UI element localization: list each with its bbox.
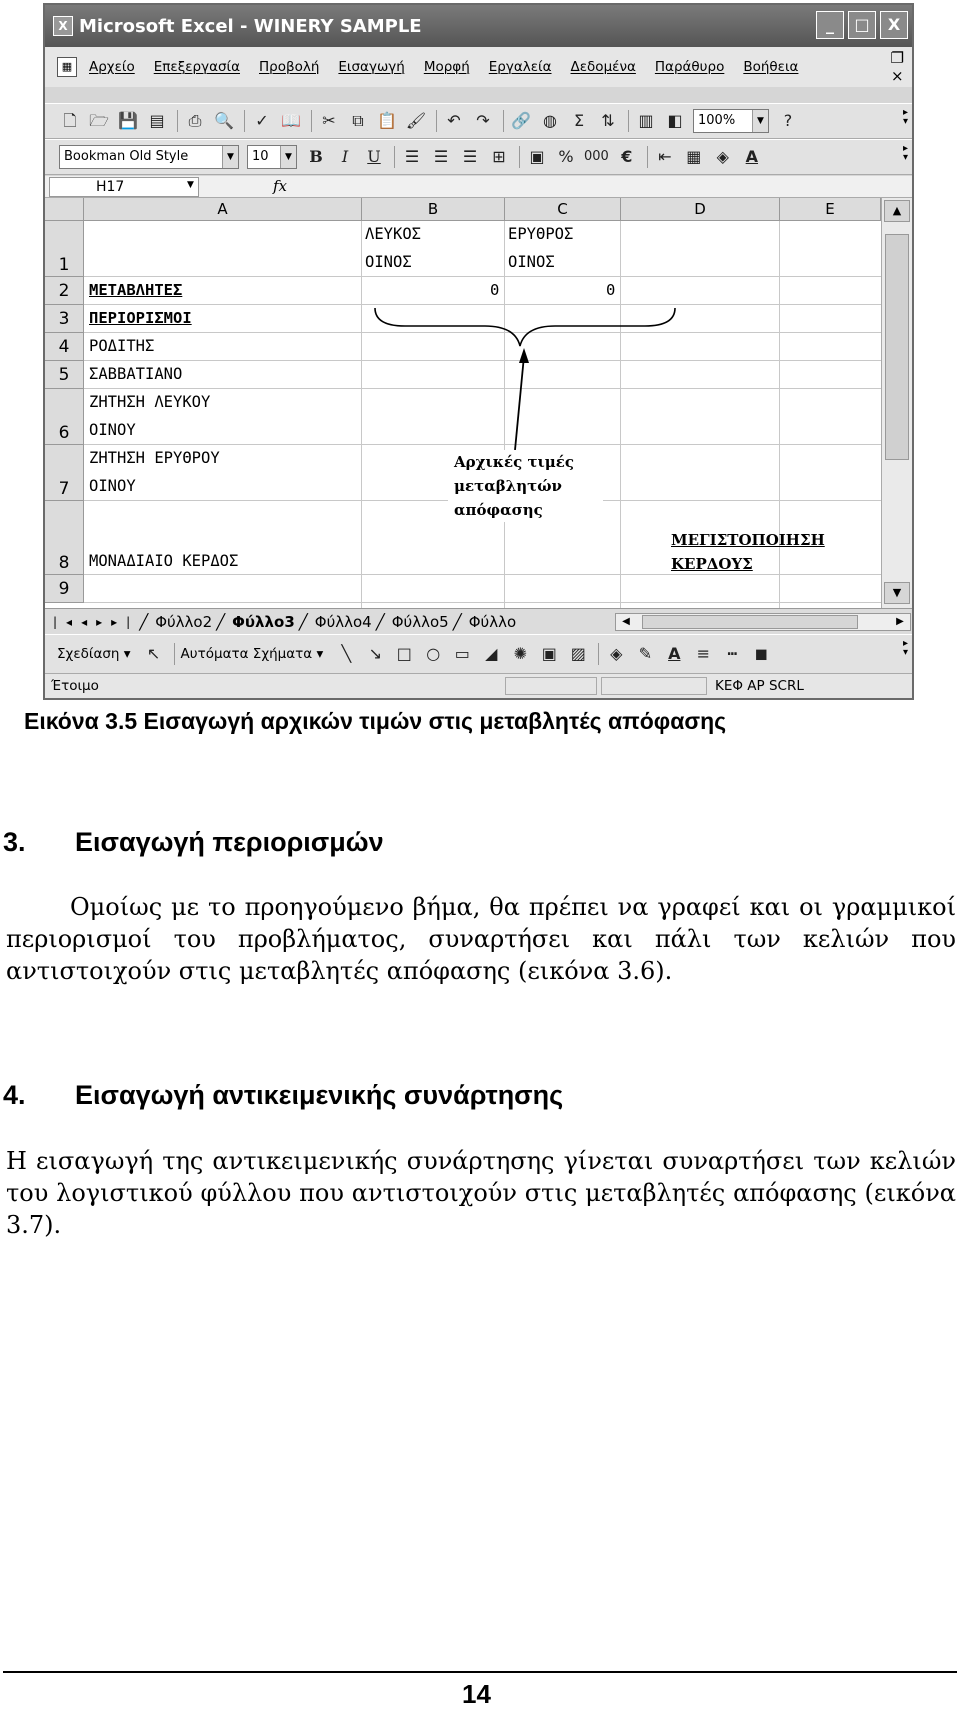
tab-sheet3[interactable]: ╱ Φύλλο3	[220, 613, 299, 631]
name-box[interactable]: H17	[49, 177, 199, 197]
oval-icon[interactable]: ○	[426, 644, 441, 663]
callout-line: απόφασης	[454, 501, 543, 519]
cell-a2[interactable]: ΜΕΤΑΒΛΗΤΕΣ	[89, 281, 183, 299]
row-header-8[interactable]: 8	[45, 501, 84, 575]
sort-ascending-icon[interactable]: ⇅	[601, 111, 615, 130]
section-3-number: 3.	[3, 827, 26, 857]
cell-d8-line2: ΚΕΡΔΟΥΣ	[671, 555, 753, 573]
row-header-1[interactable]: 1	[45, 221, 84, 277]
redo-icon[interactable]: ↷	[476, 111, 490, 130]
chevron-down-icon[interactable]: ▼	[752, 110, 768, 132]
section-4-heading	[3, 1080, 563, 1111]
menu-bar	[45, 47, 912, 87]
drawing-toolbar	[45, 634, 912, 674]
toolbar-separator	[177, 110, 178, 132]
arrow-icon[interactable]: ↘	[368, 644, 382, 663]
font-color-icon[interactable]: A	[668, 644, 681, 663]
toolbar-separator	[628, 110, 629, 132]
toolbar-options-icon[interactable]: ▸ ▾	[902, 638, 908, 658]
section-3-paragraph: Ομοίως με το προηγούμενο βήμα, θα πρέπει να γραφεί και οι γραμμικοί περιορισμοί του προβλήματος, συναρτήσει και πάλι των κελιών που αντιστοιχούν στις μεταβλητές απόφασης (εικόνα 3.6).	[6, 893, 956, 985]
column-header-e[interactable]: E	[780, 198, 881, 221]
print-preview-icon[interactable]: 🔍	[214, 111, 234, 130]
section-4-title: Εισαγωγή αντικειμενικής συνάρτησης	[75, 1080, 564, 1110]
permission-icon[interactable]: ▤	[149, 111, 165, 130]
cell-a6-line2[interactable]: ΟΙΝΟΥ	[89, 421, 136, 439]
excel-window	[43, 3, 914, 700]
menu-file[interactable]: Αρχείο	[89, 59, 135, 75]
clip-art-icon[interactable]: ▣	[541, 644, 557, 663]
scroll-down-icon[interactable]: ▼	[884, 582, 910, 604]
help-icon[interactable]: ?	[783, 111, 793, 130]
column-header-b[interactable]: B	[362, 198, 505, 221]
text-box-icon[interactable]: ▭	[454, 644, 470, 663]
column-header-c[interactable]: C	[505, 198, 621, 221]
line-style-icon[interactable]: ≡	[696, 644, 710, 663]
align-left-icon[interactable]: ☰	[404, 147, 420, 166]
underline-button[interactable]: U	[367, 147, 381, 166]
restore-workbook-icon[interactable]: ❐	[890, 49, 904, 67]
drawing-icon[interactable]: ◧	[667, 111, 683, 130]
tab-sheet4[interactable]: ╱ Φύλλο4	[303, 613, 376, 631]
draw-menu-button[interactable]: Σχεδίαση ▾	[57, 646, 131, 662]
cell-b1-line2[interactable]: ΟΙΝΟΣ	[365, 253, 412, 271]
chart-wizard-icon[interactable]: ▥	[638, 111, 654, 130]
decrease-indent-icon[interactable]: ⇤	[658, 147, 672, 166]
zoom-value: 100%	[698, 113, 736, 128]
row-header-9[interactable]: 9	[45, 575, 84, 603]
toolbar-separator	[598, 643, 599, 665]
toolbar-separator	[311, 110, 312, 132]
menu-format[interactable]: Μορφή	[423, 59, 470, 75]
maximize-profit-label[interactable]	[671, 528, 825, 576]
scroll-up-icon[interactable]: ▲	[884, 200, 910, 222]
open-folder-icon[interactable]: 🗁	[89, 111, 109, 130]
cell-a5[interactable]: ΣΑΒΒΑΤΙΑΝΟ	[89, 365, 183, 383]
font-name-value: Bookman Old Style	[64, 149, 189, 164]
toolbar-separator	[244, 110, 245, 132]
align-right-icon[interactable]: ☰	[462, 147, 478, 166]
vertical-scrollbar[interactable]	[881, 198, 912, 608]
wordart-icon[interactable]: ◢	[485, 644, 498, 663]
zoom-select[interactable]	[693, 109, 769, 133]
cell-a7-line2[interactable]: ΟΙΝΟΥ	[89, 477, 136, 495]
save-icon[interactable]: 💾	[118, 111, 138, 130]
scroll-right-icon[interactable]: ▶	[896, 616, 904, 627]
menu-insert[interactable]: Εισαγωγή	[338, 59, 405, 75]
cut-icon[interactable]: ✂	[322, 111, 336, 130]
paste-icon[interactable]: 📋	[377, 111, 397, 130]
menu-view[interactable]: Προβολή	[259, 59, 320, 75]
formula-bar	[45, 176, 912, 198]
menu-window[interactable]: Παράθυρο	[654, 59, 725, 75]
insert-function-button[interactable]: fx	[273, 177, 288, 195]
window-title: Microsoft Excel - WINERY SAMPLE	[79, 15, 422, 37]
cell-c2[interactable]: 0	[606, 281, 616, 299]
row-header-2[interactable]: 2	[45, 277, 84, 305]
menu-data[interactable]: Δεδομένα	[570, 59, 636, 75]
horizontal-scrollbar[interactable]	[615, 613, 911, 631]
initial-values-callout	[448, 450, 603, 522]
cell-c1-line2[interactable]: ΟΙΝΟΣ	[508, 253, 555, 271]
standard-toolbar	[45, 103, 912, 139]
toolbar-options-icon[interactable]: ▸ ▾	[902, 143, 908, 163]
tab-navigation-icons[interactable]: |◂◂▸▸|	[53, 614, 140, 629]
close-workbook-button[interactable]: ×	[890, 67, 904, 85]
currency-style-icon[interactable]: ▣	[529, 147, 545, 166]
status-panel	[505, 677, 597, 695]
autosum-icon[interactable]: Σ	[573, 111, 585, 130]
column-header-a[interactable]: A	[84, 198, 362, 221]
align-center-icon[interactable]: ☰	[433, 147, 449, 166]
euro-button[interactable]: €	[621, 147, 633, 166]
arrow-head-icon	[519, 348, 529, 363]
pointer-arrow-line	[515, 356, 524, 450]
row-header-6[interactable]: 6	[45, 389, 84, 445]
footer-rule	[3, 1671, 957, 1673]
cell-b2[interactable]: 0	[490, 281, 500, 299]
autoshapes-menu-button[interactable]: Αυτόματα Σχήματα ▾	[180, 646, 324, 662]
page-number: 14	[462, 1679, 491, 1709]
line-color-icon[interactable]: ✎	[638, 644, 652, 663]
column-header-d[interactable]: D	[621, 198, 780, 221]
font-size-value: 10	[252, 149, 269, 164]
sheet-tabs-bar	[45, 608, 912, 634]
keyboard-indicators: ΚΕΦ ΑΡ SCRL	[715, 678, 804, 694]
format-painter-icon[interactable]: 🖌	[405, 111, 427, 130]
cell-a8[interactable]: ΜΟΝΑΔΙΑΙΟ ΚΕΡΔΟΣ	[89, 552, 239, 570]
toolbar-separator	[503, 110, 504, 132]
tab-sheet2[interactable]: ╱ Φύλλο2	[143, 613, 216, 631]
research-icon[interactable]: 📖	[281, 111, 301, 130]
tab-sheet-partial[interactable]: ╱ Φύλλο	[457, 613, 520, 631]
font-name-select[interactable]	[59, 145, 239, 169]
shadow-style-icon[interactable]: ◼	[754, 644, 768, 663]
toolbar-separator	[174, 643, 175, 665]
rectangle-icon[interactable]: □	[396, 644, 412, 663]
minimize-button[interactable]: _	[816, 11, 844, 39]
row-header-7[interactable]: 7	[45, 445, 84, 501]
insert-hyperlink-icon[interactable]: 🔗	[511, 111, 531, 130]
cell-a6-line1[interactable]: ΖΗΤΗΣΗ ΛΕΥΚΟΥ	[89, 393, 211, 411]
chevron-down-icon[interactable]: ▼	[187, 180, 194, 190]
cell-d8-line1: ΜΕΓΙΣΤΟΠΟΙΗΣΗ	[671, 531, 825, 549]
scroll-thumb[interactable]	[885, 234, 909, 460]
menu-help[interactable]: Βοήθεια	[743, 59, 799, 75]
figure-caption: Εικόνα 3.5 Εισαγωγή αρχικών τιμών στις μεταβλητές απόφασης	[24, 708, 727, 734]
callout-line: Αρχικές τιμές	[454, 453, 575, 471]
fill-color-icon[interactable]: ◈	[610, 644, 623, 663]
toolbar-separator	[436, 110, 437, 132]
toolbar-options-icon[interactable]: ▸ ▾	[902, 107, 908, 127]
section-3-heading	[3, 827, 384, 858]
copy-icon[interactable]: ⧉	[352, 111, 364, 130]
scroll-thumb[interactable]	[642, 615, 858, 629]
chevron-down-icon[interactable]: ▼	[280, 146, 296, 168]
section-3-title: Εισαγωγή περιορισμών	[75, 827, 384, 857]
row-header-4[interactable]: 4	[45, 333, 84, 361]
fill-color-icon[interactable]: ◈	[716, 147, 729, 166]
menu-tools[interactable]: Εργαλεία	[488, 59, 552, 75]
toolbar-separator	[394, 146, 395, 168]
section-4-paragraph: Η εισαγωγή της αντικειμενικής συνάρτησης γίνεται συναρτήσει των κελιών του λογιστικού φύλλου που αντιστοιχούν στις μεταβλητές απόφασης (εικόνα 3.7).	[6, 1147, 956, 1239]
print-icon[interactable]: ⎙	[188, 111, 202, 130]
close-button[interactable]: X	[880, 11, 908, 39]
tab-sheet5[interactable]: ╱ Φύλλο5	[380, 613, 453, 631]
cell-a7-line1[interactable]: ΖΗΤΗΣΗ ΕΡΥΘΡΟΥ	[89, 449, 220, 467]
workbook-icon[interactable]: ▦	[57, 57, 77, 77]
maximize-button[interactable]: □	[848, 11, 876, 39]
italic-button[interactable]: I	[341, 147, 349, 166]
scroll-left-icon[interactable]: ◀	[622, 616, 630, 627]
percent-style-button[interactable]: %	[558, 147, 574, 166]
font-color-icon[interactable]: A	[745, 147, 759, 166]
font-size-select[interactable]	[247, 145, 297, 169]
cell-c1-line1[interactable]: ΕΡΥΘΡΟΣ	[508, 225, 574, 243]
cell-b1-line1[interactable]: ΛΕΥΚΟΣ	[365, 225, 421, 243]
diagram-icon[interactable]: ✺	[513, 644, 527, 663]
spelling-icon[interactable]: ✓	[255, 111, 269, 130]
excel-app-icon[interactable]: X	[53, 16, 73, 36]
comma-style-button[interactable]: 000	[584, 149, 609, 164]
status-bar	[45, 674, 912, 698]
select-objects-icon[interactable]: ↖	[146, 644, 161, 663]
curly-brace	[375, 308, 675, 346]
toolbar-separator	[519, 146, 520, 168]
callout-line: μεταβλητών	[454, 477, 562, 495]
title-bar	[45, 5, 912, 47]
formatting-toolbar	[45, 139, 912, 175]
cell-a4[interactable]: ΡΟΔΙΤΗΣ	[89, 337, 155, 355]
bold-button[interactable]: B	[309, 147, 323, 166]
status-ready: Έτοιμο	[51, 678, 99, 694]
menu-edit[interactable]: Επεξεργασία	[153, 59, 240, 75]
draw-label: Σχεδίαση	[57, 646, 120, 662]
insert-picture-icon[interactable]: ▨	[570, 644, 586, 663]
merge-center-icon[interactable]: ⊞	[492, 147, 506, 166]
cell-a3[interactable]: ΠΕΡΙΟΡΙΣΜΟΙ	[89, 309, 192, 327]
line-icon[interactable]: ╲	[341, 644, 352, 663]
chevron-down-icon[interactable]: ▼	[222, 146, 238, 168]
undo-icon[interactable]: ↶	[447, 111, 461, 130]
row-header-5[interactable]: 5	[45, 361, 84, 389]
toolbar-separator	[647, 146, 648, 168]
status-panel	[601, 677, 707, 695]
row-header-3[interactable]: 3	[45, 305, 84, 333]
globe-icon[interactable]: ◍	[543, 111, 557, 130]
dash-style-icon[interactable]: ┅	[727, 644, 738, 663]
borders-icon[interactable]: ▦	[686, 147, 702, 166]
autoshapes-label: Αυτόματα Σχήματα	[180, 646, 313, 662]
new-document-icon[interactable]: 🗋	[63, 111, 77, 130]
section-4-number: 4.	[3, 1080, 26, 1110]
